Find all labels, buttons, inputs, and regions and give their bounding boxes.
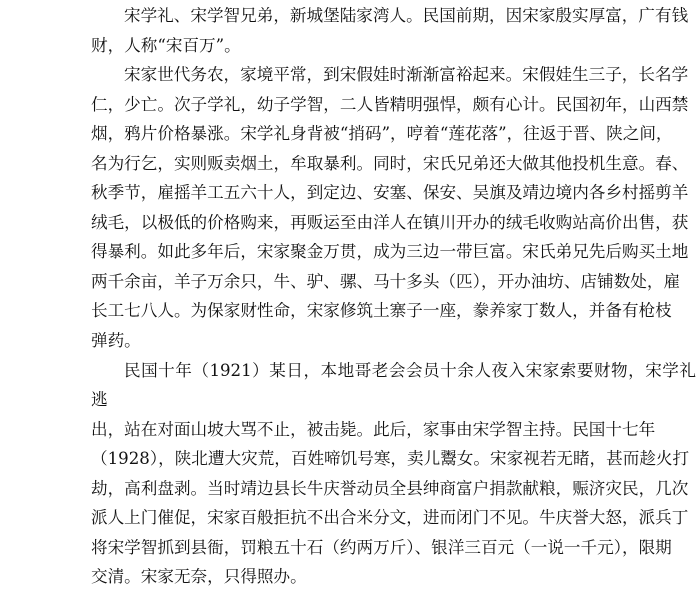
paragraph-2-line-3: 烟，鸦片价格暴涨。宋学礼身背被“捎码”，哼着“莲花落”，往返于晋、陕之间，	[91, 124, 673, 144]
paragraph-3-line-6: 将宋学智抓到县衙，罚粮五十石（约两万斤）、银洋三百元（一说一千元），限期	[91, 537, 672, 557]
paragraph-2-line-10: 弹药。	[91, 331, 141, 351]
paragraph-3-line-4: 劫，高利盘剥。当时靖边县长牛庆誉动员全县绅商富户捐款献粮，赈济灾民，几次	[91, 478, 689, 498]
paragraph-2-line-9: 长工七八人。为保家财性命，宋家修筑土寨子一座，豢养家丁数人，并备有枪枝	[91, 301, 672, 321]
paragraph-2-line-2: 仁，少亡。次子学礼，幼子学智，二人皆精明强悍，颇有心计。民国初年，山西禁	[91, 94, 689, 114]
paragraph-3-line-1: 民国十年（1921）某日，本地哥老会会员十余人夜入宋家索要财物，宋学礼逃	[91, 360, 696, 410]
paragraph-2-line-8: 两千余亩，羊子万余只，牛、驴、骡、马十多头（匹），开办油坊、店铺数处，雇	[91, 271, 681, 291]
paragraph-2-line-4: 名为行乞，实则贩卖烟土，牟取暴利。同时，宋氏兄弟还大做其他投机生意。春、	[91, 153, 689, 173]
paragraph-2-line-6: 绒毛，以极低的价格购来，再贩运至由洋人在镇川开办的绒毛收购站高价出售，获	[91, 212, 689, 232]
paragraph-1-line-1: 宋学礼、宋学智兄弟，新城堡陆家湾人。民国前期，因宋家殷实厚富，广有钱	[124, 6, 689, 25]
text-block	[91, 1, 696, 592]
paragraph-3-line-2: 出，站在对面山坡大骂不止，被击毙。此后，家事由宋学智主持。民国十七年	[91, 419, 656, 439]
paragraph-2-line-5: 秋季节，雇摇羊工五六十人，到定边、安塞、保安、吴旗及靖边境内各乡村摇剪羊	[91, 183, 689, 203]
paragraph-3-line-5: 派人上门催促，宋家百般拒抗不出合米分文，进而闭门不见。牛庆誉大怒，派兵丁	[91, 508, 689, 528]
paragraph-3-line-7: 交清。宋家无奈，只得照办。	[91, 567, 307, 587]
paragraph-2	[91, 60, 696, 355]
paragraph-3-line-3: （1928），陕北遭大灾荒，百姓啼饥号寒，卖儿鬻女。宋家视若无睹，甚而趁火打	[91, 449, 690, 469]
paragraph-2-line-1: 宋家世代务农，家境平常，到宋假娃时渐渐富裕起来。宋假娃生三子，长名学	[124, 65, 689, 85]
paragraph-1-line-2: 财，人称“宋百万”。	[91, 35, 241, 55]
paragraph-1	[91, 1, 696, 60]
paragraph-2-line-7: 得暴利。如此多年后，宋家聚金万贯，成为三边一带巨富。宋氏弟兄先后购买土地	[91, 242, 689, 262]
